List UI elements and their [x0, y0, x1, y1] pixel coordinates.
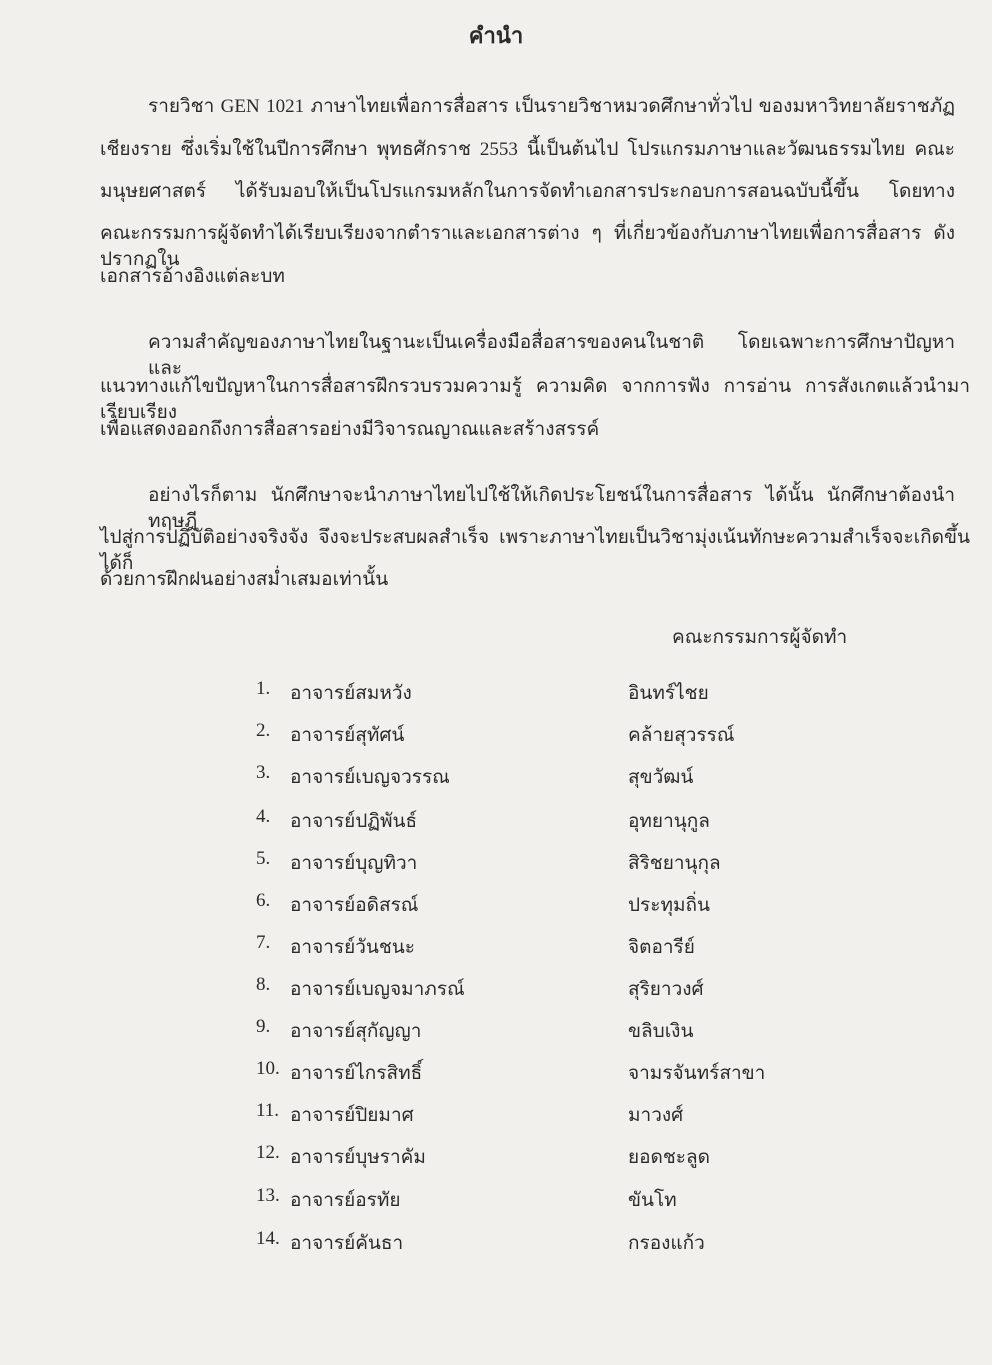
member-number: 4. [256, 806, 271, 827]
member-surname: กรองแก้ว [628, 1233, 705, 1254]
member-name: อาจารย์สมหวัง [290, 683, 412, 704]
member-number: 13. [256, 1185, 280, 1206]
member-surname: อินทร์ไชย [628, 683, 709, 704]
member-number: 3. [256, 762, 271, 783]
signature: คณะกรรมการผู้จัดทำ [672, 627, 848, 648]
member-name: อาจารย์บุญทิวา [290, 853, 418, 874]
member-name: อาจารย์คันธา [290, 1233, 404, 1254]
paragraph-line: มนุษยศาสตร์ ได้รับมอบให้เป็นโปรแกรมหลักในการจัดทำเอกสารประกอบการสอนฉบับนี้ขึ้น โดยทาง [100, 181, 955, 202]
paragraph-line: อย่างไรก็ตาม นักศึกษาจะนำภาษาไทยไปใช้ให้เกิดประโยชน์ในการสื่อสาร ได้นั้น นักศึกษาต้องนำทฤษฎี [148, 485, 955, 532]
member-name: อาจารย์สุทัศน์ [290, 725, 405, 746]
member-surname: ขันโท [628, 1190, 677, 1211]
member-number: 14. [256, 1228, 280, 1249]
member-name: อาจารย์วันชนะ [290, 937, 415, 958]
member-name: อาจารย์ไกรสิทธิ์ [290, 1063, 423, 1084]
member-number: 6. [256, 890, 271, 911]
member-number: 2. [256, 720, 271, 741]
member-name: อาจารย์ปฏิพันธ์ [290, 811, 418, 832]
member-number: 1. [256, 678, 271, 699]
member-surname: อุทยานุกูล [628, 811, 710, 832]
member-surname: ขลิบเงิน [628, 1021, 694, 1042]
member-number: 7. [256, 932, 271, 953]
member-surname: จิตอารีย์ [628, 937, 695, 958]
member-name: อาจารย์ปิยมาศ [290, 1105, 414, 1126]
member-number: 12. [256, 1142, 280, 1163]
paragraph-line: ด้วยการฝึกฝนอย่างสม่ำเสมอเท่านั้น [100, 569, 389, 590]
member-surname: ประทุมถิ่น [628, 895, 711, 916]
member-name: อาจารย์อดิสรณ์ [290, 895, 419, 916]
paragraph-line: เพื่อแสดงออกถึงการสื่อสารอย่างมีวิจารณญาณและสร้างสรรค์ [100, 419, 600, 440]
member-number: 11. [256, 1100, 280, 1121]
paragraph-line: ความสำคัญของภาษาไทยในฐานะเป็นเครื่องมือสื่อสารของคนในชาติ โดยเฉพาะการศึกษาปัญหาและ [148, 332, 955, 379]
member-surname: จามรจันทร์สาขา [628, 1063, 766, 1084]
member-name: อาจารย์อรทัย [290, 1190, 401, 1211]
paragraph-line: แนวทางแก้ไขปัญหาในการสื่อสารฝึกรวบรวมความรู้ ความคิด จากการฟัง การอ่าน การสังเกตแล้วนำมาเรียบเรียง [100, 376, 970, 423]
member-number: 9. [256, 1016, 271, 1037]
member-number: 10. [256, 1058, 280, 1079]
paragraph-line: รายวิชา GEN 1021 ภาษาไทยเพื่อการสื่อสาร เป็นรายวิชาหมวดศึกษาทั่วไป ของมหาวิทยาลัยราชภัฏ [148, 96, 955, 117]
paragraph-line: เชียงราย ซึ่งเริ่มใช้ในปีการศึกษา พุทธศักราช 2553 นี้เป็นต้นไป โปรแกรมภาษาและวัฒนธรรมไทย คณะ [100, 139, 955, 160]
member-name: อาจารย์บุษราคัม [290, 1147, 426, 1168]
member-name: อาจารย์เบญจวรรณ [290, 767, 450, 788]
member-number: 8. [256, 974, 271, 995]
member-surname: คล้ายสุวรรณ์ [628, 725, 735, 746]
member-surname: สิริชยานุกุล [628, 853, 721, 874]
member-surname: สุขวัฒน์ [628, 767, 694, 788]
paragraph-line: คณะกรรมการผู้จัดทำได้เรียบเรียงจากตำราและเอกสารต่าง ๆ ที่เกี่ยวข้องกับภาษาไทยเพื่อการสื่อสาร ดังปรากฏใน [100, 223, 955, 270]
member-name: อาจารย์เบญจมาภรณ์ [290, 979, 465, 1000]
member-surname: มาวงศ์ [628, 1105, 684, 1126]
member-surname: ยอดชะลูด [628, 1147, 710, 1168]
page-title: คำนำ [468, 23, 524, 48]
paragraph-line: ไปสู่การปฏิบัติอย่างจริงจัง จึงจะประสบผลสำเร็จ เพราะภาษาไทยเป็นวิชามุ่งเน้นทักษะความสำเร็จจะเกิดขึ้นได้ก็ [100, 527, 970, 574]
member-number: 5. [256, 848, 271, 869]
paragraph-line: เอกสารอ้างอิงแต่ละบท [100, 266, 285, 287]
member-surname: สุริยาวงศ์ [628, 979, 704, 1000]
member-name: อาจารย์สุกัญญา [290, 1021, 422, 1042]
